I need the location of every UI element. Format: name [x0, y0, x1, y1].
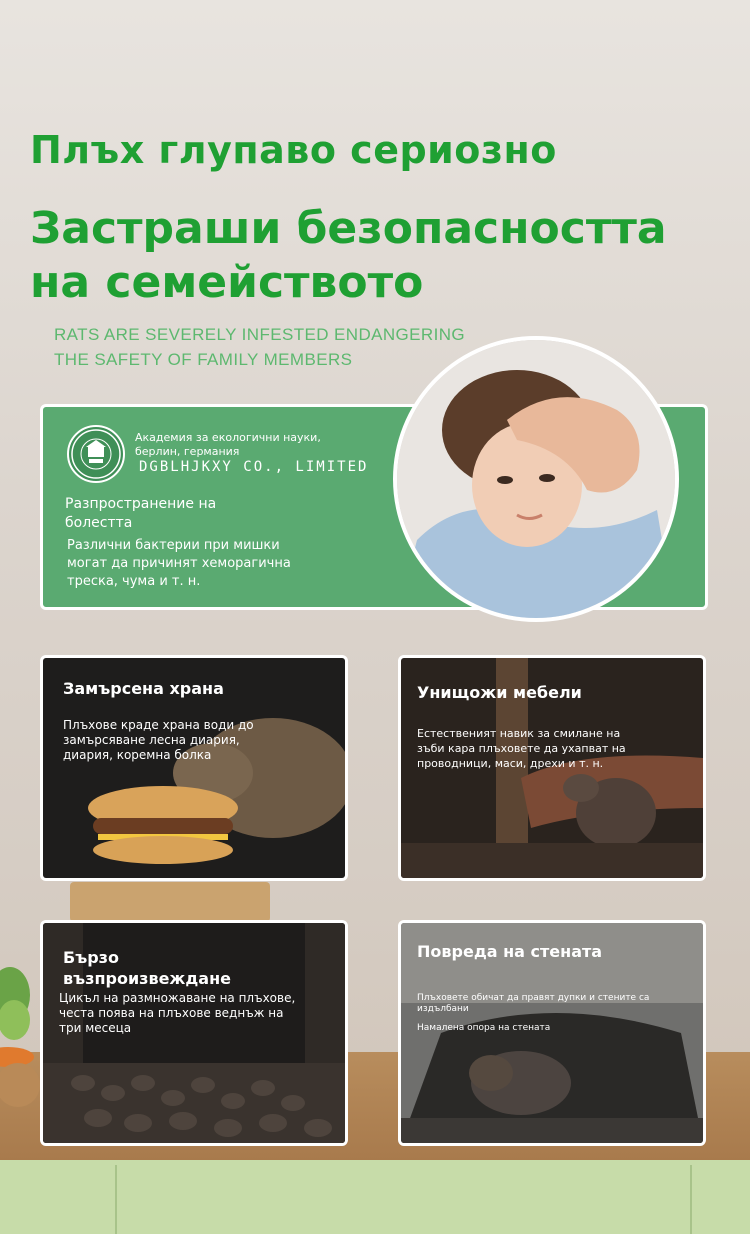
panel-title: Повреда на стената: [417, 942, 603, 961]
panel-title: Бързо възпроизвеждане: [63, 948, 231, 988]
company-seal-logo: [67, 425, 125, 483]
english-subtitle-line2: THE SAFETY OF FAMILY MEMBERS: [54, 350, 353, 369]
english-subtitle-line1: RATS ARE SEVERELY INFESTED ENDANGERING: [54, 325, 466, 344]
cabinet-divider: [115, 1165, 117, 1234]
cutting-board: [70, 882, 270, 922]
academy-name: [135, 431, 365, 459]
panel-title: Замърсена храна: [63, 679, 224, 698]
panel-text: Естественият навик за смилане на зъби кара плъховете да ухапват на проводници, маси, дрехи и т. н.: [417, 727, 626, 770]
kitchen-cabinet: [0, 1160, 750, 1234]
vegetables-image: [0, 965, 44, 1110]
academy-name-line2: берлин, германия: [135, 445, 240, 458]
card-title: Разпространение на болестта: [65, 496, 217, 531]
sick-child-photo: [393, 336, 679, 622]
company-name: DGBLHJKXY CO., LIMITED: [139, 459, 369, 475]
headline-line2a: Застраши безопасността: [30, 203, 667, 254]
panel-destroy-furniture: [398, 655, 706, 881]
panel-title: Унищожи мебели: [417, 683, 582, 702]
headline-line2: [30, 202, 667, 310]
headline-line2b: на семейството: [30, 257, 424, 308]
panel-text: Плъхове краде храна води до замърсяване лесна диария, диария, коремна болка: [63, 718, 254, 762]
card-text: Различни бактерии при мишки могат да причинят хеморагична треска, чума и т. н.: [67, 538, 291, 589]
panel-wall-damage: [398, 920, 706, 1146]
panel-contaminated-food: [40, 655, 348, 881]
panel-text: Плъховете обичат да правят дупки и стените са издълбани: [417, 993, 650, 1014]
english-subtitle: [54, 322, 465, 372]
panel-fast-reproduction: [40, 920, 348, 1146]
panel-text: Цикъл на размножаване на плъхове, честа поява на плъхове веднъж на три месеца: [59, 991, 296, 1035]
academy-name-line1: Академия за екологични науки,: [135, 431, 321, 444]
panel-text: Намалена опора на стената: [417, 1023, 551, 1033]
headline-line1: Плъх глупаво сериозно: [30, 128, 557, 172]
cabinet-divider: [690, 1165, 692, 1234]
